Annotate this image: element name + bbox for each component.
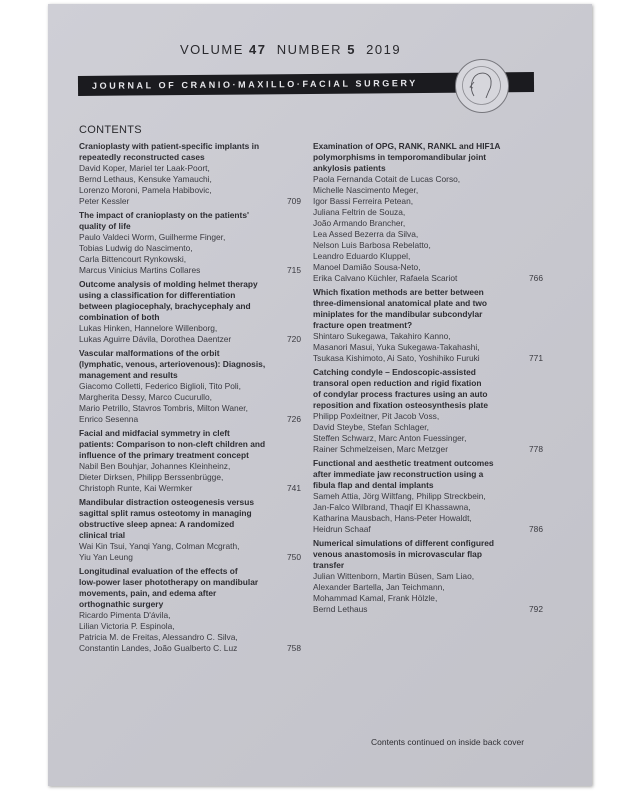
article-authors: Shintaro Sukegawa, Takahiro Kanno, bbox=[313, 331, 451, 341]
article-authors: Sameh Attia, Jörg Wiltfang, Philipp Streckbein, bbox=[313, 491, 486, 501]
article-title: after immediate jaw reconstruction using a bbox=[313, 469, 484, 479]
article-entry bbox=[313, 287, 543, 364]
issue-number: 5 bbox=[347, 42, 356, 57]
article-title: fracture open treatment? bbox=[313, 320, 413, 330]
article-entry bbox=[79, 497, 301, 563]
page-number: 709 bbox=[287, 196, 301, 206]
page-number: 778 bbox=[529, 444, 543, 454]
journal-title: JOURNAL OF CRANIO·MAXILLO·FACIAL SURGERY bbox=[91, 78, 418, 91]
article-title: orthognathic surgery bbox=[79, 599, 164, 609]
article-authors: Erika Calvano Küchler, Rafaela Scariot bbox=[313, 273, 458, 283]
article-title: transoral open reduction and rigid fixation bbox=[313, 378, 482, 388]
article-title: Numerical simulations of different configured bbox=[313, 538, 495, 548]
article-authors: Wai Kin Tsui, Yanqi Yang, Colman Mcgrath, bbox=[79, 541, 240, 551]
article-title: influence of the primary treatment concept bbox=[79, 450, 249, 460]
article-authors: Philipp Poxleitner, Pit Jacob Voss, bbox=[313, 411, 440, 421]
page-number: 792 bbox=[529, 604, 543, 614]
article-authors: David Koper, Mariel ter Laak-Poort, bbox=[79, 163, 210, 173]
article-title: low-power laser phototherapy on mandibular bbox=[79, 577, 259, 587]
article-authors: Enrico Sesenna bbox=[79, 414, 139, 424]
contents-heading: CONTENTS bbox=[79, 124, 142, 136]
article-title: clinical trial bbox=[79, 530, 126, 540]
article-entry bbox=[313, 141, 543, 284]
article-title: (lymphatic, venous, arteriovenous): Diagnosis, bbox=[79, 359, 266, 369]
article-authors: Lukas Hinken, Hannelore Willenborg, bbox=[79, 323, 218, 333]
article-title: quality of life bbox=[79, 221, 131, 231]
article-authors: Jan-Falco Wilbrand, Thaqif El Khassawna, bbox=[313, 502, 471, 512]
article-title: polymorphisms in temporomandibular joint bbox=[313, 152, 487, 162]
article-title: Which fixation methods are better between bbox=[313, 287, 484, 297]
article-title: The impact of cranioplasty on the patients' bbox=[79, 210, 249, 220]
volume-label: VOLUME bbox=[180, 42, 244, 57]
page-number: 758 bbox=[287, 643, 301, 653]
article-title: venous anastomosis in microvascular flap bbox=[313, 549, 482, 559]
article-authors: Steffen Schwarz, Marc Anton Fuessinger, bbox=[313, 433, 467, 443]
article-title: Mandibular distraction osteogenesis versus bbox=[79, 497, 254, 507]
article-authors: Constantin Landes, João Gualberto C. Luz bbox=[79, 643, 238, 653]
article-title: Examination of OPG, RANK, RANKL and HIF1A bbox=[313, 141, 501, 151]
article-authors: Christoph Runte, Kai Wermker bbox=[79, 483, 193, 493]
article-authors: Peter Kessler bbox=[79, 196, 130, 206]
volume-number: 47 bbox=[249, 42, 267, 57]
article-authors: Carla Bittencourt Rynkowski, bbox=[79, 254, 187, 264]
article-title: repeatedly reconstructed cases bbox=[79, 152, 205, 162]
article-title: reposition and fixation osteosynthesis plate bbox=[313, 400, 488, 410]
page-number: 726 bbox=[287, 414, 301, 424]
article-authors: Dieter Dirksen, Philipp Berssenbrügge, bbox=[79, 472, 224, 482]
article-entry bbox=[313, 458, 543, 535]
article-entry bbox=[79, 210, 301, 276]
article-entry bbox=[79, 566, 301, 654]
article-authors: Mohammad Kamal, Frank Hölzle, bbox=[313, 593, 438, 603]
article-authors: Tobias Ludwig do Nascimento, bbox=[79, 243, 193, 253]
article-authors: Lorenzo Moroni, Pamela Habibovic, bbox=[79, 185, 212, 195]
issue-year: 2019 bbox=[366, 42, 402, 57]
article-authors: Alexander Bartella, Jan Teichmann, bbox=[313, 582, 445, 592]
page-number: 786 bbox=[529, 524, 543, 534]
article-authors: Paulo Valdeci Worm, Guilherme Finger, bbox=[79, 232, 226, 242]
article-title: Catching condyle – Endoscopic-assisted bbox=[313, 367, 476, 377]
article-entry bbox=[79, 279, 301, 345]
article-authors: Manoel Damião Sousa-Neto, bbox=[313, 262, 421, 272]
head-profile-icon bbox=[456, 60, 507, 111]
article-authors: Patricia M. de Freitas, Alessandro C. Silva, bbox=[79, 632, 238, 642]
article-entry bbox=[79, 428, 301, 494]
contents-left-column bbox=[79, 141, 301, 657]
page-number: 750 bbox=[287, 552, 301, 562]
page-number: 771 bbox=[529, 353, 543, 363]
article-authors: Giacomo Colletti, Federico Biglioli, Tito Poli, bbox=[79, 381, 241, 391]
article-authors: Lea Assed Bezerra da Silva, bbox=[313, 229, 419, 239]
article-authors: Ricardo Pimenta D'ávila, bbox=[79, 610, 171, 620]
article-authors: Leandro Eduardo Kluppel, bbox=[313, 251, 411, 261]
article-authors: Michelle Nascimento Meger, bbox=[313, 185, 419, 195]
article-authors: Lukas Aguirre Dávila, Dorothea Daentzer bbox=[79, 334, 232, 344]
issue-info bbox=[180, 42, 401, 57]
article-entry bbox=[79, 141, 301, 207]
article-authors: Yiu Yan Leung bbox=[79, 552, 133, 562]
article-title: of condylar process fractures using an auto bbox=[313, 389, 488, 399]
article-entry bbox=[79, 348, 301, 425]
article-title: movements, pain, and edema after bbox=[79, 588, 217, 598]
article-authors: Margherita Dessy, Marco Cucurullo, bbox=[79, 392, 212, 402]
contents-continued-note: Contents continued on inside back cover bbox=[371, 737, 525, 747]
article-authors: Igor Bassi Ferreira Petean, bbox=[313, 196, 414, 206]
article-authors: Masanori Masui, Yuka Sukegawa-Takahashi, bbox=[313, 342, 480, 352]
article-authors: Marcus Vinicius Martins Collares bbox=[79, 265, 201, 275]
page-number: 720 bbox=[287, 334, 301, 344]
article-title: fibula flap and dental implants bbox=[313, 480, 434, 490]
article-title: sagittal split ramus osteotomy in managing bbox=[79, 508, 252, 518]
article-title: miniplates for the mandibular subcondylar bbox=[313, 309, 483, 319]
association-seal-logo bbox=[455, 59, 509, 113]
article-authors: Paola Fernanda Cotait de Lucas Corso, bbox=[313, 174, 461, 184]
article-authors: Nelson Luis Barbosa Rebelatto, bbox=[313, 240, 431, 250]
article-entry bbox=[313, 367, 543, 455]
article-title: Vascular malformations of the orbit bbox=[79, 348, 220, 358]
article-title: Outcome analysis of molding helmet therapy bbox=[79, 279, 258, 289]
article-title: patients: Comparison to non-cleft children and bbox=[79, 439, 266, 449]
article-authors: Heidrun Schaaf bbox=[313, 524, 371, 534]
number-label: NUMBER bbox=[276, 42, 343, 57]
article-authors: Juliana Feltrin de Souza, bbox=[313, 207, 406, 217]
page-number: 715 bbox=[287, 265, 301, 275]
article-title: Longitudinal evaluation of the effects of bbox=[79, 566, 238, 576]
article-title: Cranioplasty with patient-specific implants in bbox=[79, 141, 260, 151]
article-title: obstructive sleep apnea: A randomized bbox=[79, 519, 235, 529]
article-title: between plagiocephaly, brachycephaly and bbox=[79, 301, 251, 311]
article-title: Facial and midfacial symmetry in cleft bbox=[79, 428, 230, 438]
page-number: 741 bbox=[287, 483, 301, 493]
article-title: transfer bbox=[313, 560, 345, 570]
article-authors: João Armando Brancher, bbox=[313, 218, 406, 228]
article-authors: David Steybe, Stefan Schlager, bbox=[313, 422, 429, 432]
contents-right-column bbox=[313, 141, 543, 618]
article-title: management and results bbox=[79, 370, 178, 380]
article-title: ankylosis patients bbox=[313, 163, 386, 173]
article-authors: Julian Wittenborn, Martin Büsen, Sam Liao, bbox=[313, 571, 475, 581]
article-entry bbox=[313, 538, 543, 615]
article-title: using a classification for differentiation bbox=[79, 290, 236, 300]
page-number: 766 bbox=[529, 273, 543, 283]
article-authors: Bernd Lethaus bbox=[313, 604, 368, 614]
article-authors: Nabil Ben Bouhjar, Johannes Kleinheinz, bbox=[79, 461, 231, 471]
article-title: three-dimensional anatomical plate and two bbox=[313, 298, 488, 308]
article-authors: Tsukasa Kishimoto, Ai Sato, Yoshihiko Furuki bbox=[313, 353, 480, 363]
article-authors: Rainer Schmelzeisen, Marc Metzger bbox=[313, 444, 448, 454]
article-authors: Bernd Lethaus, Kensuke Yamauchi, bbox=[79, 174, 212, 184]
article-authors: Mario Petrillo, Stavros Tombris, Milton Waner, bbox=[79, 403, 248, 413]
article-authors: Lilian Victoria P. Espinola, bbox=[79, 621, 175, 631]
article-title: combination of both bbox=[79, 312, 160, 322]
article-authors: Katharina Mausbach, Hans-Peter Howaldt, bbox=[313, 513, 472, 523]
article-title: Functional and aesthetic treatment outcomes bbox=[313, 458, 494, 468]
